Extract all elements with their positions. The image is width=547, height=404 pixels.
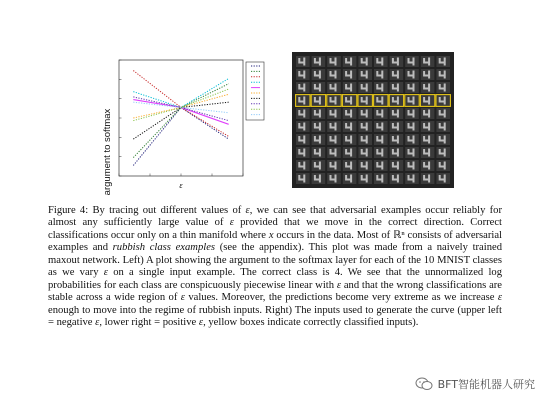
input-tile [390, 160, 404, 171]
input-tile [405, 82, 419, 93]
input-tile [343, 121, 357, 132]
input-tile [296, 82, 310, 93]
input-tile [390, 82, 404, 93]
input-tile [420, 95, 434, 107]
input-tile [436, 121, 450, 132]
y-axis-label: argument to softmax [102, 108, 113, 196]
input-tile [327, 173, 341, 184]
input-tile [296, 147, 310, 158]
input-tile [374, 173, 388, 184]
input-tile [343, 147, 357, 158]
input-tile [327, 147, 341, 158]
mnist-input-grid [292, 52, 454, 188]
input-tile [312, 56, 326, 67]
input-tile [343, 173, 357, 184]
input-tile [358, 56, 372, 67]
input-tile [327, 160, 341, 171]
input-tile [343, 134, 357, 145]
input-tile [312, 173, 326, 184]
input-tile [436, 160, 450, 171]
wechat-icon [415, 377, 433, 391]
input-tile [374, 82, 388, 93]
input-tile [405, 134, 419, 145]
input-tile [296, 69, 310, 80]
figure-caption: Figure 4: By tracing out different values of ε, we can see that adversarial examples occur reliably for almost any sufficiently large value of ε provided that we move in the correct direction. Correct classifications occur only on a thin manifold where x occurs in the data. Most of ℝⁿ consists of adversarial examples and rubbish class examples (see the appendix). This plot was made from a naively trained maxout network. Left) A plot showing the argument to the softmax layer for each of the 10 MNIST classes as we vary ε on a single input example. The correct class is 4. We see that the unnormalized log probabilities for each class are conspicuously piecewise linear with ε and that the wrong classifications are stable across a wide region of ε values. Moreover, the predictions become very extreme as we increase ε enough to move into the regime of rubbish inputs. Right) The inputs used to generate the curve (upper left = negative ε, lower right = positive ε, yellow boxes indicate correctly classified inputs). [48, 205, 502, 329]
input-tile [343, 69, 357, 80]
input-tile [390, 56, 404, 67]
input-tile [389, 95, 403, 107]
plot-frame [119, 60, 243, 176]
input-tile [390, 69, 404, 80]
input-tile [374, 108, 388, 119]
input-tile [405, 173, 419, 184]
input-tile [405, 95, 419, 107]
input-tile [421, 160, 435, 171]
input-tile [312, 160, 326, 171]
input-tile [312, 82, 326, 93]
input-tile [327, 134, 341, 145]
input-tile [421, 173, 435, 184]
watermark [415, 376, 535, 392]
input-tile [390, 121, 404, 132]
input-tile [296, 121, 310, 132]
input-tile [374, 56, 388, 67]
input-tile [311, 95, 325, 107]
input-tile [358, 160, 372, 171]
input-tile [374, 160, 388, 171]
input-tile [358, 121, 372, 132]
input-tile [312, 147, 326, 158]
input-tile [358, 147, 372, 158]
softmax-argument-plot [92, 52, 274, 192]
input-tile [327, 69, 341, 80]
input-tile [296, 160, 310, 171]
input-tile [405, 69, 419, 80]
input-tile [312, 134, 326, 145]
input-tile [296, 134, 310, 145]
input-tile [421, 147, 435, 158]
input-tile [374, 69, 388, 80]
input-tile [436, 56, 450, 67]
input-tile [374, 121, 388, 132]
input-tile [327, 82, 341, 93]
input-tile [296, 108, 310, 119]
input-tile [358, 82, 372, 93]
input-tile [312, 121, 326, 132]
input-tile [390, 108, 404, 119]
x-axis-label: ε [179, 181, 183, 190]
input-tile [358, 69, 372, 80]
input-tile [436, 108, 450, 119]
input-tile [327, 108, 341, 119]
input-tile [390, 134, 404, 145]
input-tile [421, 121, 435, 132]
input-tile [390, 173, 404, 184]
legend-box [246, 62, 264, 120]
input-tile [405, 56, 419, 67]
input-tile [405, 160, 419, 171]
input-tile [296, 95, 310, 107]
input-tile [358, 173, 372, 184]
input-tile [390, 147, 404, 158]
input-tile [436, 69, 450, 80]
input-tile [436, 82, 450, 93]
input-tile [421, 134, 435, 145]
input-tile [296, 56, 310, 67]
input-tile [405, 121, 419, 132]
input-tile [327, 56, 341, 67]
input-tile [421, 56, 435, 67]
input-tile [343, 160, 357, 171]
input-tile [374, 134, 388, 145]
input-tile [358, 134, 372, 145]
input-tile [421, 108, 435, 119]
input-tile [342, 95, 356, 107]
input-tile [312, 108, 326, 119]
input-tile [358, 95, 372, 107]
input-tile [405, 108, 419, 119]
input-tile [374, 147, 388, 158]
rubbish-class-link: rubbish class examples [112, 242, 216, 254]
input-tile [374, 95, 388, 107]
input-tile [421, 69, 435, 80]
input-tile [343, 56, 357, 67]
input-tile [358, 108, 372, 119]
input-tile [312, 69, 326, 80]
input-tile [436, 134, 450, 145]
input-tile [436, 95, 450, 107]
input-tile [436, 173, 450, 184]
input-tile [327, 95, 341, 107]
input-tile [296, 173, 310, 184]
input-tile [327, 121, 341, 132]
input-tile [436, 147, 450, 158]
input-tile [343, 108, 357, 119]
watermark-text: BFT智能机器人研究 [437, 378, 535, 391]
input-tile [405, 147, 419, 158]
input-tile [421, 82, 435, 93]
input-tile [343, 82, 357, 93]
